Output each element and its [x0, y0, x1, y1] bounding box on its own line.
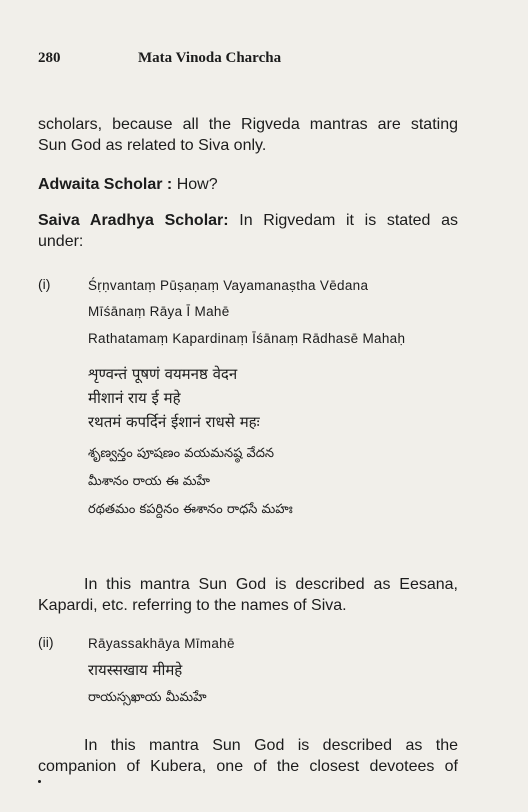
- mantra-telugu-line: మీశానం రాయ ఈ మహే: [88, 474, 210, 489]
- speaker-label: Adwaita Scholar :: [38, 176, 173, 193]
- mantra-commentary: [38, 574, 458, 616]
- stray-mark: [38, 780, 41, 783]
- commentary-line: In this mantra Sun God is described as Eesana,: [84, 576, 458, 593]
- speech-text: In Rigvedam it is stated as: [239, 212, 458, 229]
- mantra-devanagari-line: रायस्सखाय मीमहे: [88, 661, 183, 679]
- mantra-telugu-line: శృణ్వన్తం పూషణం వయమనష్ఠ వేదన: [88, 446, 275, 461]
- speech-text: How?: [176, 176, 218, 193]
- intro-paragraph: [38, 114, 458, 156]
- saiva-line: [38, 210, 458, 231]
- commentary-line: In this mantra Sun God is described as the: [84, 737, 458, 754]
- mantra-marker: (i): [38, 276, 51, 292]
- mantra-roman-line: Rathatamaṃ Kapardinaṃ Īśānaṃ Rādhasē Mahaḥ: [88, 331, 406, 346]
- mantra-telugu-line: రథతమం కపర్దినం ఈశానం రాధసే మహః: [88, 502, 293, 517]
- mantra-roman-line: Mīśānaṃ Rāya Ī Mahē: [88, 304, 230, 319]
- page-header: [38, 50, 282, 67]
- mantra-roman-line: Rāyassakhāya Mīmahē: [88, 636, 235, 651]
- mantra-telugu-line: రాయస్సఖాయ మీమహే: [88, 690, 207, 705]
- mantra-devanagari-line: मीशानं राय ई महे: [88, 389, 181, 407]
- mantra-devanagari-line: शृण्वन्तं पूषणं वयमनष्ठ वेदन: [88, 365, 238, 383]
- mantra-roman-line: Śṛṇvantaṃ Pūṣaṇaṃ Vayamanaṣtha Vēdana: [88, 278, 369, 293]
- adwaita-question: [38, 174, 458, 195]
- speaker-label: Saiva Aradhya Scholar:: [38, 212, 229, 229]
- mantra-devanagari-line: रथतमं कपर्दिनं ईशानं राधसे महः: [88, 413, 260, 431]
- mantra-commentary: [38, 735, 458, 777]
- mantra-marker: (ii): [38, 634, 54, 650]
- saiva-answer: [38, 210, 458, 252]
- page-number: 280: [38, 50, 61, 66]
- intro-line: scholars, because all the Rigveda mantras are stating: [38, 116, 458, 133]
- commentary-line: companion of Kubera, one of the closest devotees of: [38, 758, 458, 775]
- saiva-line: under:: [38, 233, 84, 250]
- running-title: Mata Vinoda Charcha: [138, 50, 282, 66]
- commentary-line: Kapardi, etc. referring to the names of Siva.: [38, 597, 347, 614]
- intro-line: Sun God as related to Siva only.: [38, 137, 267, 154]
